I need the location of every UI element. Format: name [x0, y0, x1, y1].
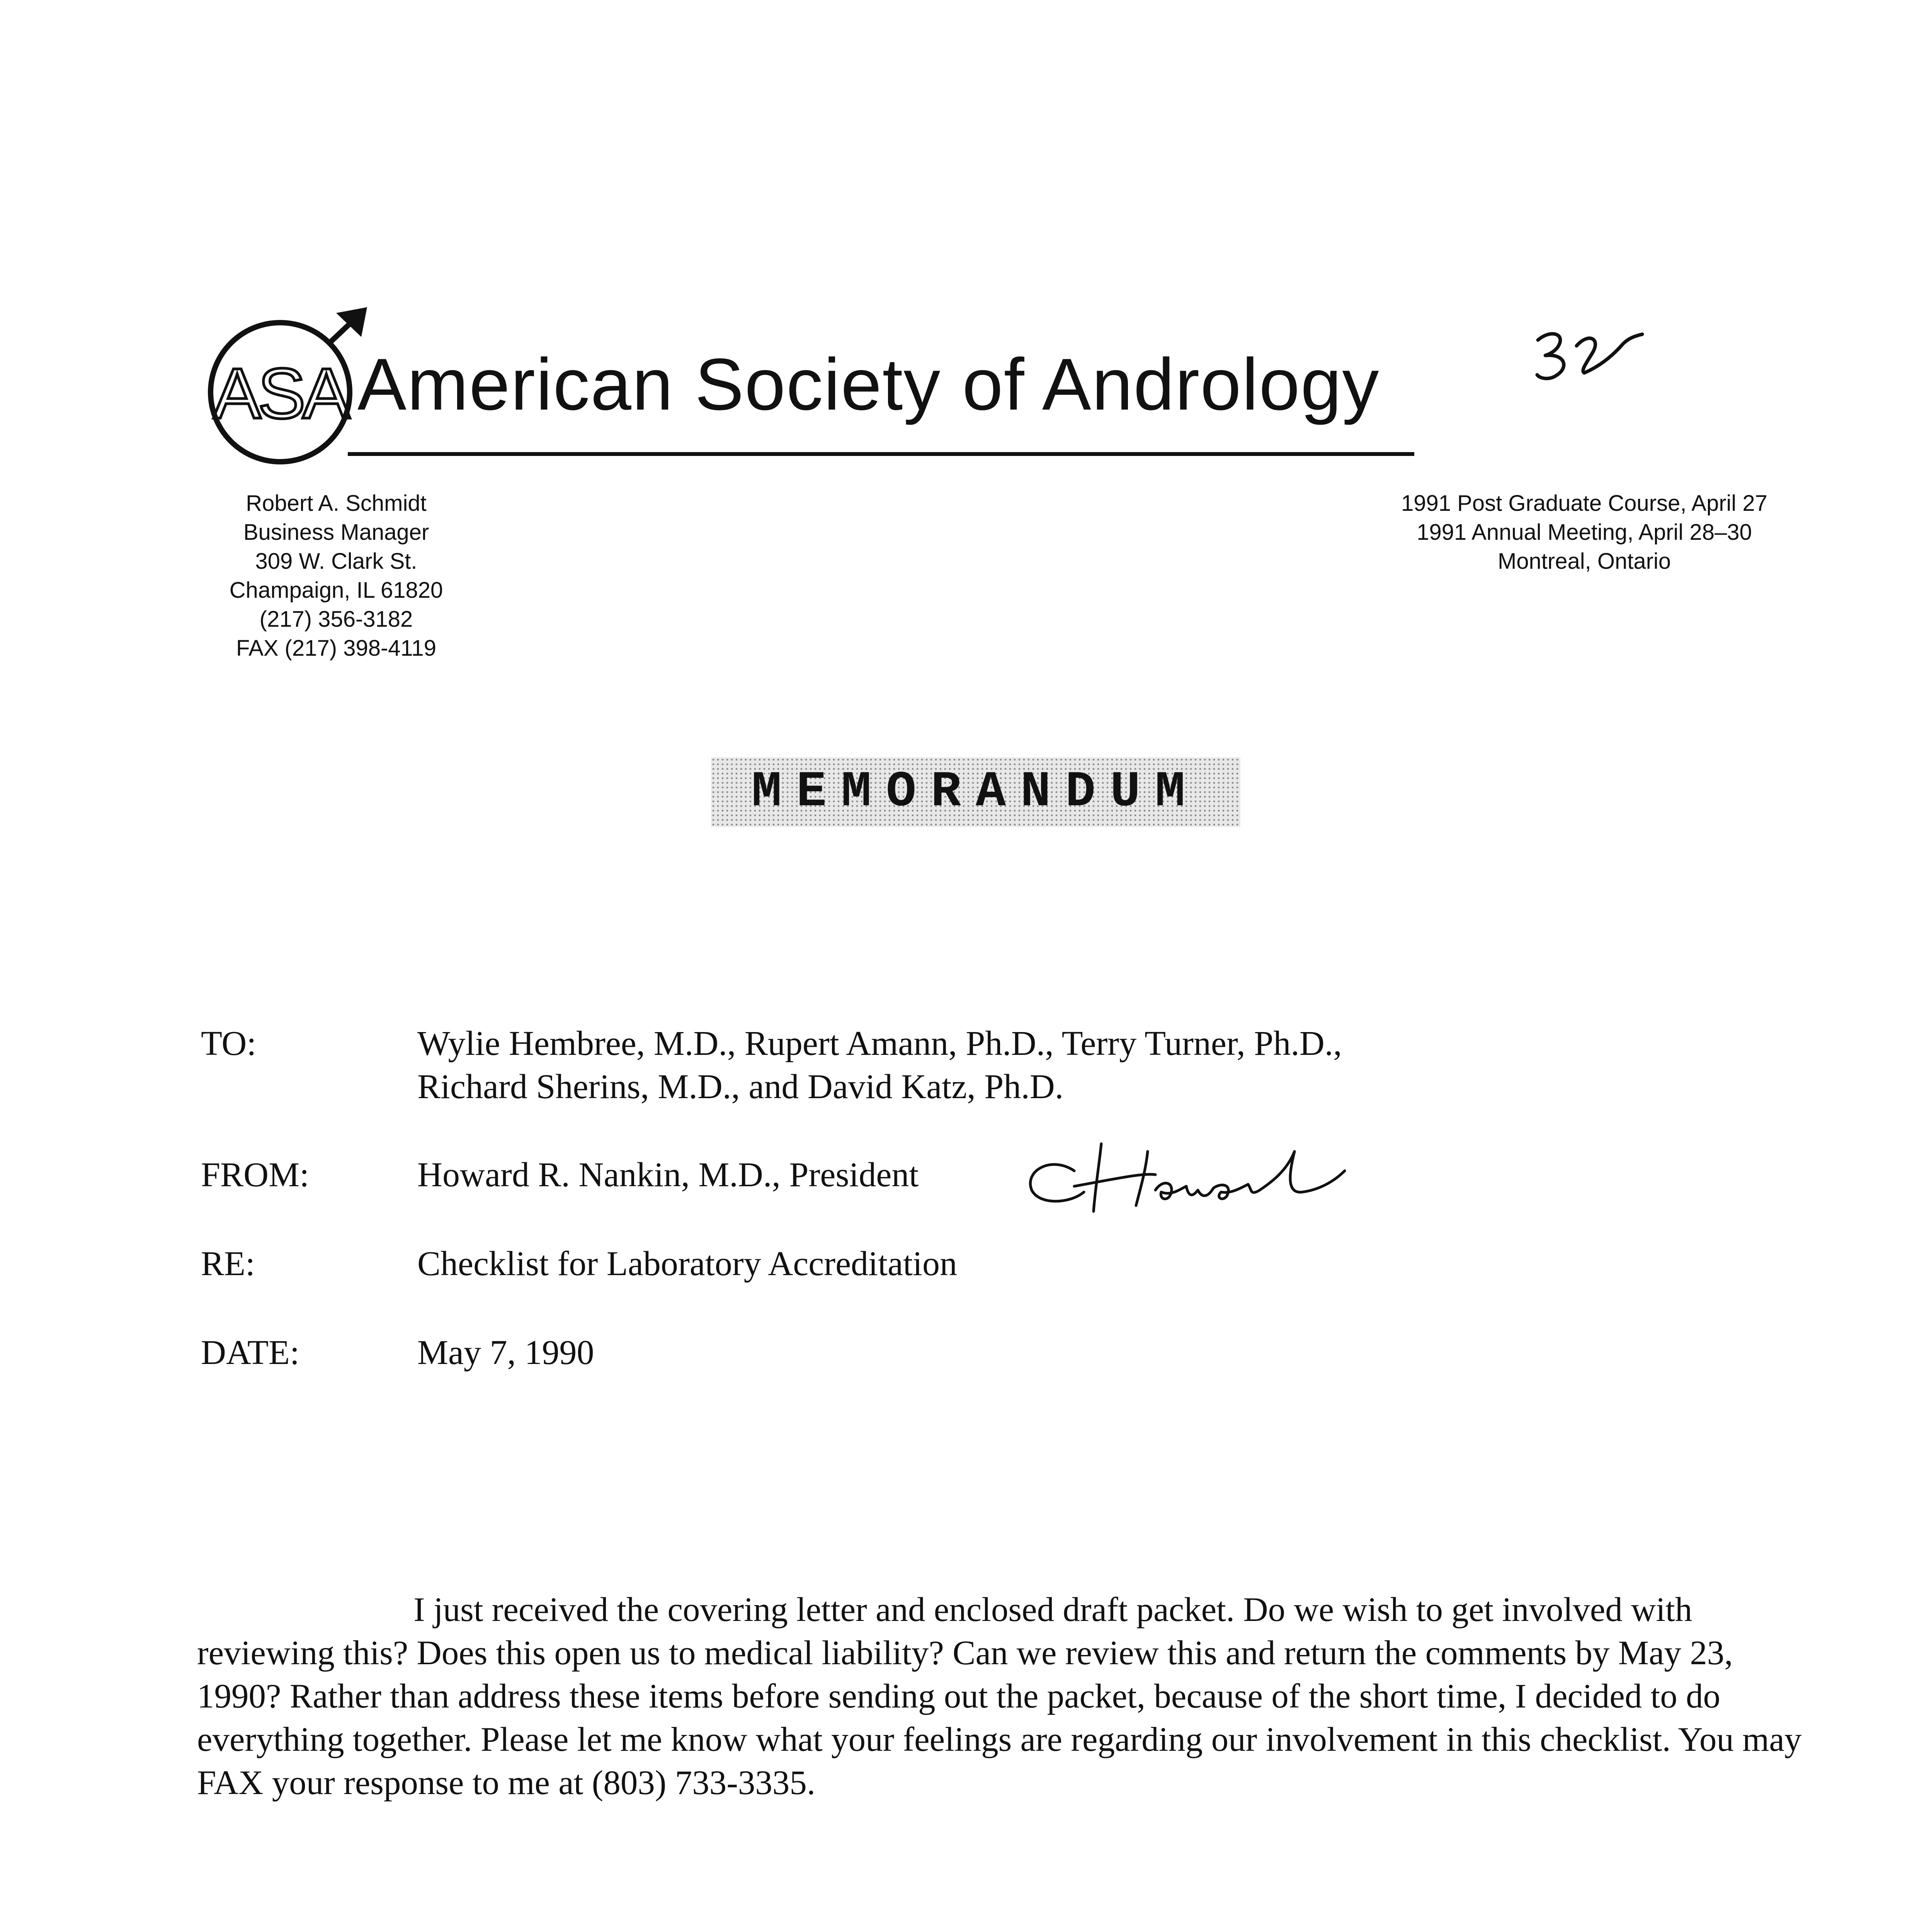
- sender-title: Business Manager: [243, 520, 429, 545]
- meeting-info-block: [1333, 489, 1835, 576]
- to-recipients-line-2: Richard Sherins, M.D., and David Katz, Ph.D.: [417, 1068, 1064, 1106]
- memo-title: MEMORANDUM: [711, 757, 1240, 827]
- sender-name: Robert A. Schmidt: [246, 491, 427, 516]
- date-value: May 7, 1990: [417, 1333, 594, 1372]
- re-value: Checklist for Laboratory Accreditation: [417, 1245, 958, 1283]
- to-recipients-line-1: Wylie Hembree, M.D., Rupert Amann, Ph.D., Terry Turner, Ph.D.,: [417, 1024, 1342, 1063]
- sender-city: Champaign, IL 61820: [229, 578, 443, 603]
- to-label: TO:: [201, 1024, 257, 1063]
- sender-fax: FAX (217) 398-4119: [236, 636, 437, 661]
- handwritten-page-number: [1530, 317, 1646, 390]
- date-label: DATE:: [201, 1333, 299, 1372]
- meeting-course: 1991 Post Graduate Course, April 27: [1401, 491, 1767, 516]
- sender-phone: (217) 356-3182: [259, 607, 413, 632]
- from-label: FROM:: [201, 1156, 310, 1194]
- asa-logo: [201, 301, 371, 471]
- memo-body-paragraph: I just received the covering letter and enclosed draft packet. Do we wish to get involved with reviewing this? Does this open us to medical liability? Can we review this and return the comments by May 23, 1990? Rather than address these items before sending out the packet, because of the short time, I decided to do everything together. Please let me know what your feelings are regarding our involvement in this checklist. You may FAX your response to me at (803) 733-3335.: [197, 1591, 1802, 1802]
- meeting-location: Montreal, Ontario: [1497, 549, 1671, 574]
- handwritten-signature: [1016, 1128, 1349, 1221]
- signature-name: Howard: [1233, 1214, 1245, 1218]
- letterhead-rule: [348, 452, 1414, 456]
- organization-name: American Society of Andrology: [357, 344, 1380, 425]
- memo-body: [197, 1588, 1812, 1804]
- from-value: Howard R. Nankin, M.D., President: [417, 1156, 919, 1194]
- sender-address-block: [162, 489, 510, 663]
- sender-street: 309 W. Clark St.: [255, 549, 417, 574]
- meeting-annual: 1991 Annual Meeting, April 28–30: [1417, 520, 1752, 545]
- re-label: RE:: [201, 1245, 255, 1283]
- logo-text: ASA: [213, 354, 347, 434]
